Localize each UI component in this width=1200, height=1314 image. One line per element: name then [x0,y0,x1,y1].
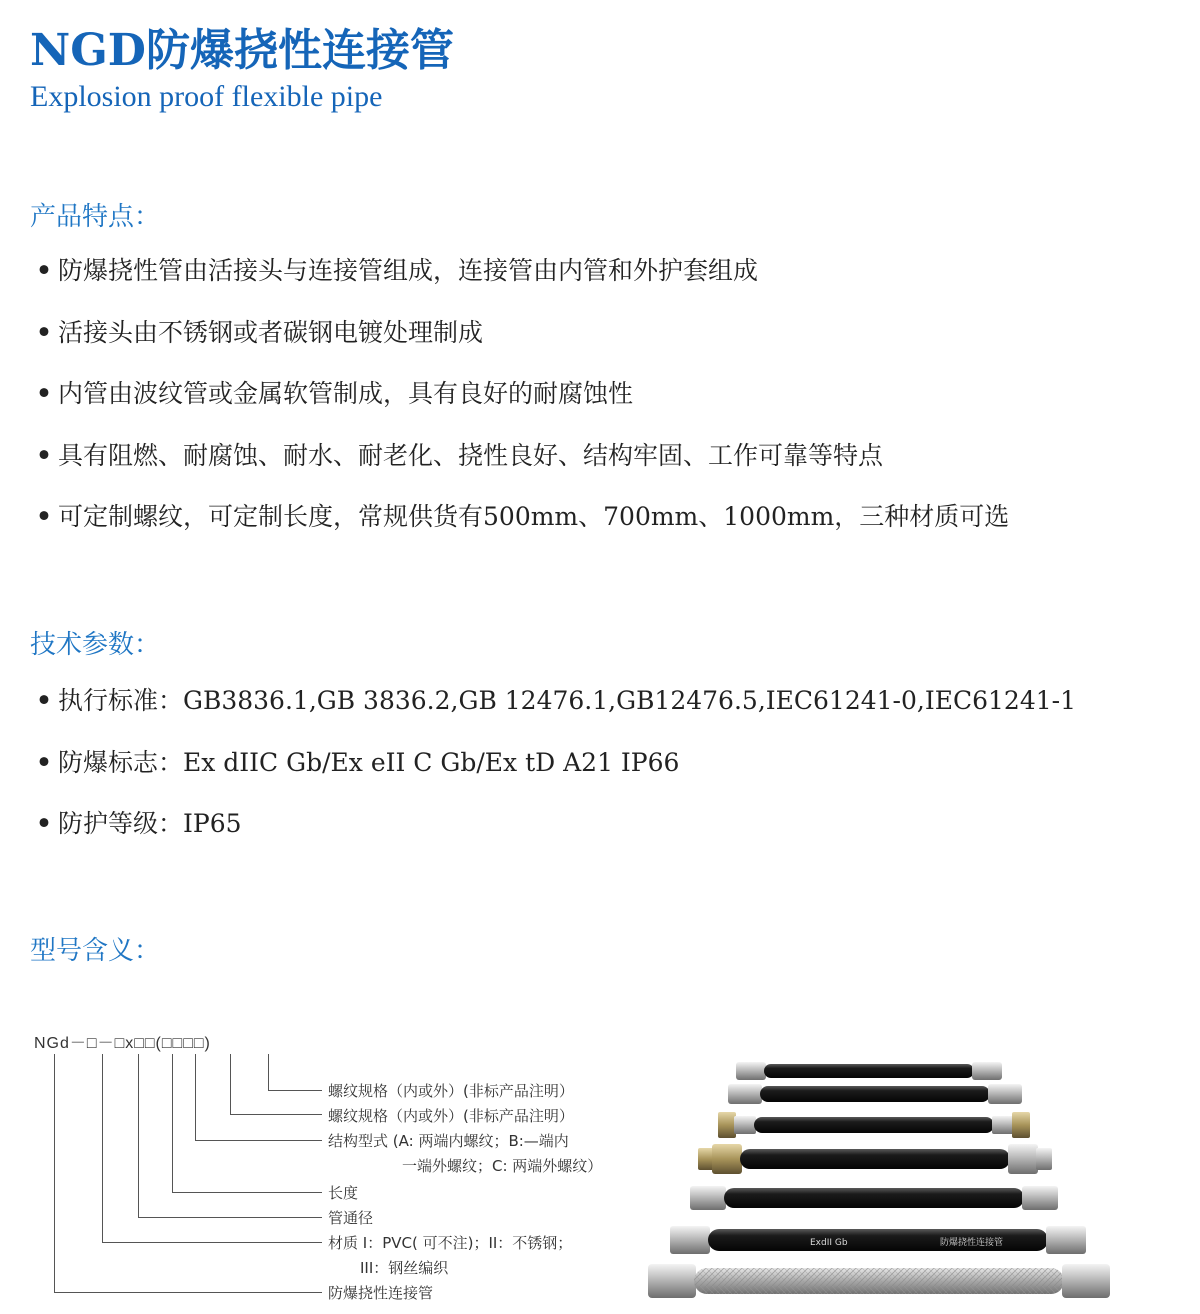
bullet-icon: • [36,256,52,285]
list-item: • 内管由波纹管或金属软管制成，具有良好的耐腐蚀性 [36,379,1009,441]
features-heading: 产品特点： [30,202,161,232]
model-label: 防爆挠性连接管 [328,1284,434,1302]
page-title-cn: NGD防爆挠性连接管 [30,25,454,76]
model-heading: 型号含义： [30,936,161,966]
svg-text:防爆挠性连接管: 防爆挠性连接管 [940,1238,1004,1248]
leader-line [195,1054,196,1140]
model-label: III：钢丝编织 [360,1259,449,1277]
leader-line [138,1054,139,1217]
bullet-icon: • [36,440,52,470]
hose-6 [670,1226,1086,1254]
leader-line [230,1054,231,1114]
bullet-icon: • [36,686,52,715]
hose-product-image [640,1040,1130,1310]
features-list [36,256,1009,564]
leader-line [268,1054,269,1090]
hose-7 [648,1264,1110,1298]
leader-line [102,1242,322,1243]
bullet-icon: • [36,317,52,347]
svg-text:ExdII Gb: ExdII Gb [810,1238,848,1248]
bullet-icon: • [36,379,52,408]
model-label: 螺纹规格（内或外）(非标产品注明） [328,1107,574,1125]
model-label: 长度 [328,1184,359,1202]
list-item: • 活接头由不锈钢或者碳钢电镀处理制成 [36,318,1009,380]
leader-line [230,1114,322,1115]
hose-3 [718,1112,1030,1138]
hose-1 [736,1062,1002,1080]
list-item: • 执行标准：GB3836.1,GB 3836.2,GB 12476.1,GB12476.5,IEC61241-0,IEC61241-1 [36,686,1076,748]
model-label: 一端外螺纹；C: 两端外螺纹） [402,1157,603,1175]
leader-line [172,1192,322,1193]
model-label: 管通径 [328,1209,374,1227]
model-code-diagram [0,1020,640,1313]
list-item: • 防护等级：IP65 [36,809,1076,871]
leader-line [195,1140,322,1141]
list-item: • 防爆标志：Ex dIIC Gb/Ex eII C Gb/Ex tD A21 IP66 [36,748,1076,810]
leader-line [54,1054,55,1292]
leader-line [268,1090,322,1091]
bullet-icon: • [36,809,52,838]
page-title-en: Explosion proof flexible pipe [30,80,383,113]
leader-line [102,1054,103,1242]
model-code: NGd－□－□x□□(□□□□) [34,1035,211,1052]
leader-line [138,1217,322,1218]
bullet-icon: • [36,747,52,777]
bullet-icon: • [36,502,52,531]
list-item: • 具有阻燃、耐腐蚀、耐水、耐老化、挠性良好、结构牢固、工作可靠等特点 [36,441,1009,503]
hose-5 [690,1186,1058,1210]
hose-4 [698,1144,1052,1174]
technical-heading: 技术参数： [30,630,161,660]
leader-line [172,1054,173,1192]
model-label: 材质 I：PVC( 可不注)；II：不锈钢； [328,1234,573,1252]
model-label: 螺纹规格（内或外）(非标产品注明） [328,1082,574,1100]
technical-list [36,686,1076,871]
hose-2 [728,1084,1022,1104]
list-item: • 可定制螺纹，可定制长度，常规供货有500mm、700mm、1000mm，三种材质可选 [36,502,1009,564]
list-item: • 防爆挠性管由活接头与连接管组成，连接管由内管和外护套组成 [36,256,1009,318]
leader-line [54,1292,322,1293]
model-label: 结构型式 (A: 两端内螺纹；B:—端内 [328,1132,569,1150]
